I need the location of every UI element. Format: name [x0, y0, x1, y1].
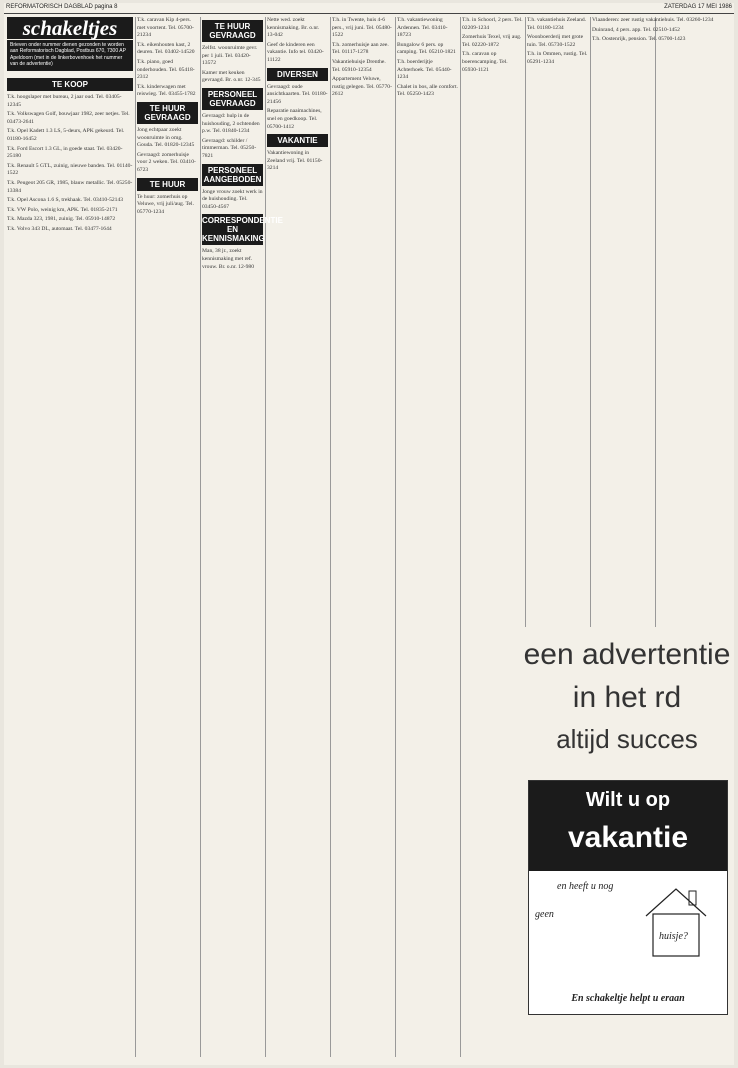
- column-rule: [460, 17, 461, 1057]
- promo-sub-2: geen: [535, 909, 554, 920]
- column-rule: [265, 17, 266, 1057]
- column-rule: [330, 17, 331, 1057]
- masthead-intro: Brieven onder nummer dienen gezonden te worden aan Reformatorisch Dagblad, Postbus 670, 7300 AP Apeldoorn (met in de linkerbovenhoek het nummer van de advertentie): [7, 40, 133, 71]
- promo-sub-1: en heeft u nog: [557, 881, 614, 892]
- classified-ad: Man, 38 jr., zoekt kennismaking met ref. vrouw. Br. o.nr. 12-980: [202, 248, 254, 270]
- classified-ad: T.k. Opel Kadett 1.3 LS, 5-deurs, APK gekeurd. Tel. 01180-16452: [7, 128, 125, 142]
- promo-title-2: vakantie: [567, 821, 689, 854]
- section-header: TE HUUR GEVRAAGD: [137, 102, 198, 124]
- classified-ad: T.h. Oostenrijk, pension. Tel. 05700-1423: [592, 36, 686, 43]
- classified-ad: Gevraagd: hulp in de huishouding, 2 ochtenden p.w. Tel. 01840-1234: [202, 112, 260, 135]
- section-header: TE HUUR GEVRAAGD: [202, 20, 263, 42]
- house-label: huisje?: [659, 931, 688, 942]
- classified-ad: Gevraagd: oude ansichtkaarten. Tel. 01180-21456: [267, 83, 328, 105]
- classified-ad: T.k. piano, goed onderhouden. Tel. 05418-2312: [137, 58, 195, 81]
- classified-ad: T.k. Mazda 323, 1981, zuinig. Tel. 05910-14872: [7, 216, 116, 223]
- classified-ad: Gevraagd: schilder / timmerman. Tel. 05250-7821: [202, 137, 257, 159]
- classified-ad: Chalet in bos, alle comfort. Tel. 05250-1423: [397, 83, 458, 98]
- classified-ad: T.h. in Schoorl, 2 pers. Tel. 02209-1234: [462, 17, 523, 31]
- classified-ad: T.k. caravan Kip 4-pers. met voortent. Tel. 05700-21234: [137, 17, 194, 39]
- classified-ad: Zelfst. woonruimte gevr. per 1 juli. Tel. 03420-13572: [202, 45, 258, 67]
- classified-ad: T.k. Peugeot 205 GR, 1985, blauw metallic. Tel. 05250-13384: [7, 179, 133, 194]
- section-header: CORRESPONDENTIE EN KENNISMAKING: [202, 216, 283, 244]
- column-5: [332, 17, 393, 1057]
- classified-ad: T.k. hoogslaper met bureau, 2 jaar oud. Tel. 03405-12345: [7, 94, 122, 108]
- section-header: DIVERSEN: [267, 68, 328, 81]
- promo-title-1: Wilt u op: [585, 789, 671, 811]
- classified-ad: Jonge vrouw zoekt werk in de huishouding. Tel. 03450-4567: [202, 188, 263, 210]
- column-9: [592, 17, 732, 622]
- classified-ad: T.k. Volkswagen Golf, bouwjaar 1982, zeer netjes. Tel. 03473-2641: [7, 111, 130, 125]
- section-header: TE HUUR: [137, 178, 198, 191]
- classified-ad: Geef de kinderen een vakantie. Info tel. 03420-11122: [267, 41, 324, 63]
- newspaper-page: [4, 3, 734, 1065]
- classified-ad: T.h. in Ommen, rustig. Tel. 05291-1234: [527, 51, 588, 65]
- column-rule: [200, 17, 201, 1057]
- classified-ad: T.k. Volvo 343 DL, automaat. Tel. 03477-1644: [7, 225, 112, 232]
- column-8: [527, 17, 588, 622]
- classified-ad: T.h. vakantiehuis Zeeland. Tel. 01180-1234: [527, 17, 587, 31]
- classified-ad: T.k. Ford Escort 1.3 GL, in goede staat. Tel. 03420-25180: [7, 145, 123, 160]
- classified-ad: T.k. eikenhouten kast, 2 deuren. Tel. 03402-14520: [137, 41, 195, 56]
- column-rule: [395, 17, 396, 1057]
- classified-ad: T.h. boerderijtje Achterhoek. Tel. 05440-1234: [397, 58, 452, 81]
- classified-ad: Nette wed. zoekt kennismaking. Br. o.nr. 13-042: [267, 17, 320, 39]
- column-6: [397, 17, 458, 1057]
- classified-ad: Zomerhuis Texel, vrij aug. Tel. 02220-1872: [462, 34, 522, 48]
- masthead-logo: schakeltjes: [7, 17, 133, 39]
- vacation-promo: [528, 780, 728, 1015]
- classified-ad: Vlaanderen: zeer rustig vakantiehuis. Tel. 03260-1234: [592, 17, 714, 23]
- classified-ad: T.h. zomerhuisje aan zee. Tel. 01117-1278: [332, 41, 389, 56]
- column-7: [462, 17, 523, 1057]
- page-header: [4, 3, 734, 14]
- header-right: ZATERDAG 17 MEI 1986: [664, 4, 732, 10]
- classified-ad: T.h. in Twente, huis 4-6 pers., vrij juni. Tel. 05480-1522: [332, 17, 392, 39]
- advert-line-2: in het rd: [572, 681, 682, 714]
- house-icon: [641, 881, 711, 961]
- column-3: [202, 17, 283, 1057]
- classified-ad: Duinrand, 4 pers. app. Tel. 02510-1452: [592, 26, 680, 33]
- advert-line-3: altijd succes: [556, 724, 698, 754]
- classified-ad: Woonboerderij met grote tuin. Tel. 05730-1522: [527, 34, 584, 48]
- classified-ad: T.k. VW Polo, weinig km, APK. Tel. 01835-2171: [7, 206, 118, 213]
- classified-ad: T.k. Renault 5 GTL, zuinig, nieuwe banden. Tel. 01140-1522: [7, 162, 133, 177]
- header-left: REFORMATORISCH DAGBLAD pagina 8: [6, 4, 118, 10]
- column-rule: [525, 17, 526, 627]
- column-2: [137, 17, 198, 1057]
- classified-ad: Vakantiehuisje Drenthe. Tel. 05910-12354: [332, 58, 386, 73]
- column-rule: [590, 17, 591, 627]
- column-4: [267, 17, 328, 1057]
- promo-footer: En schakeltje helpt u eraan: [571, 993, 685, 1004]
- classified-ad: T.k. kinderwagen met reiswieg. Tel. 03455-1782: [137, 83, 196, 98]
- classified-ad: Kamer met keuken gevraagd. Br. o.nr. 12-345: [202, 69, 261, 84]
- classified-ad: Gevraagd: zomerhuisje voor 2 weken. Tel. 03410-6723: [137, 151, 196, 173]
- column-1: [7, 75, 133, 1060]
- classified-ad: Bungalow 6 pers. op camping. Tel. 05210-1821: [397, 41, 456, 56]
- classified-ad: T.k. Opel Ascona 1.6 S, trekhaak. Tel. 03410-52143: [7, 197, 124, 204]
- classified-ad: Appartement Veluwe, rustig gelegen. Tel. 05770-2612: [332, 76, 392, 98]
- classified-ad: Reparatie naaimachines, snel en goedkoop. Tel. 05700-1412: [267, 108, 322, 130]
- section-header: PERSONEEL AANGEBODEN: [203, 165, 262, 184]
- classified-ad: T.h. vakantiewoning Ardennen. Tel. 03410-18723: [397, 17, 448, 39]
- section-header: PERSONEEL GEVRAAGD: [202, 88, 263, 110]
- classified-ad: Vakantiewoning in Zeeland vrij. Tel. 01150-3214: [267, 150, 323, 172]
- section-header: TE KOOP: [7, 78, 133, 91]
- advert-line-1: een advertentie: [523, 638, 731, 671]
- classified-ad: Jong echtpaar zoekt woonruimte in omg. Gouda. Tel. 01820-12345: [137, 126, 195, 149]
- house-advertisement: [522, 633, 732, 773]
- classified-ad: T.h. caravan op boerencamping. Tel. 05930-1121: [462, 51, 508, 73]
- promo-title-box: [529, 781, 727, 871]
- section-header: VAKANTIE: [267, 134, 328, 147]
- classified-ad: Te huur: zomerhuis op Veluwe, vrij juli/aug. Tel. 05770-1234: [137, 193, 194, 215]
- column-rule: [135, 17, 136, 1057]
